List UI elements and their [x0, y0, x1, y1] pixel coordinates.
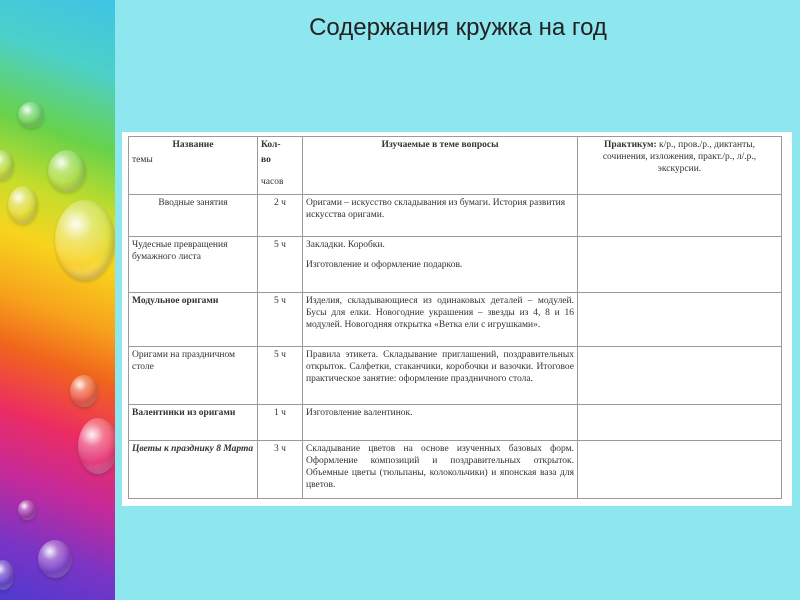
table-row [129, 195, 782, 237]
water-drop-decoration [38, 540, 72, 578]
row-questions [303, 237, 578, 293]
row-hours: 5 ч [258, 293, 303, 347]
row-hours: 3 ч [258, 441, 303, 499]
row-hours: 2 ч [258, 195, 303, 237]
header-topic-line2: темы [132, 155, 153, 165]
water-drop-decoration [48, 150, 86, 192]
row-hours: 1 ч [258, 405, 303, 441]
header-practice-label: Практикум: [604, 140, 657, 150]
header-hours-line1: Кол- [261, 140, 281, 150]
table-row [129, 293, 782, 347]
slide-title: Содержания кружка на год [309, 14, 607, 41]
row-questions: Складывание цветов на основе изученных базовых форм. Оформление композиций и поздравительных открыток. Объемные цветы (тюльпаны, колокольчики) и японская ваза для цветов. [303, 441, 578, 499]
row-practice [578, 237, 782, 293]
row-topic: Валентинки из оригами [129, 405, 258, 441]
row-practice [578, 195, 782, 237]
row-topic: Чудесные превращения бумажного листа [129, 237, 258, 293]
header-practice [578, 137, 782, 195]
water-drop-decoration [70, 375, 98, 407]
row-questions: Оригами – искусство складывания из бумаги. История развития искусства оригами. [303, 195, 578, 237]
header-practice-list: к/р., пров./р., диктанты, сочинения, изложения, практ./р., л/.р., экскурсии. [602, 140, 757, 174]
row-practice [578, 405, 782, 441]
row-questions-line1: Закладки. Коробки. [306, 240, 385, 250]
header-hours [258, 137, 303, 195]
row-questions: Изготовление валентинок. [303, 405, 578, 441]
header-hours-line2: во [261, 155, 271, 165]
table-row [129, 237, 782, 293]
row-practice [578, 293, 782, 347]
table-row [129, 441, 782, 499]
water-drop-decoration [18, 102, 44, 128]
row-topic: Модульное оригами [129, 293, 258, 347]
row-hours: 5 ч [258, 237, 303, 293]
row-practice [578, 347, 782, 405]
header-topic [129, 137, 258, 195]
water-drop-decoration [0, 150, 14, 180]
curriculum-table [128, 136, 782, 499]
water-drop-decoration [78, 418, 115, 474]
row-questions: Правила этикета. Складывание приглашений, поздравительных открыток. Салфетки, стаканчики, коробочки и вазочки. Итоговое практическое занятие: оформление праздничного стола. [303, 347, 578, 405]
header-hours-line3: часов [261, 177, 284, 187]
row-topic: Вводные занятия [129, 195, 258, 237]
water-drop-decoration [18, 500, 36, 520]
row-practice [578, 441, 782, 499]
table-header-row [129, 137, 782, 195]
row-hours: 5 ч [258, 347, 303, 405]
document-sheet [122, 132, 792, 506]
water-drop-decoration [8, 186, 38, 224]
header-topic-line1: Название [172, 140, 214, 150]
row-topic: Оригами на праздничном столе [129, 347, 258, 405]
row-topic: Цветы к празднику 8 Марта [129, 441, 258, 499]
rainbow-decoration [0, 0, 115, 600]
row-questions-line2: Изготовление и оформление подарков. [306, 260, 463, 270]
header-questions: Изучаемые в теме вопросы [303, 137, 578, 195]
row-questions: Изделия, складывающиеся из одинаковых деталей – модулей. Бусы для елки. Новогодние украшения – звезды из 4, 8 и 16 модулей. Новогодняя открытка «Ветка ели с игрушками». [303, 293, 578, 347]
table-row [129, 347, 782, 405]
water-drop-decoration [0, 560, 14, 590]
water-drop-decoration [55, 200, 115, 280]
table-row [129, 405, 782, 441]
